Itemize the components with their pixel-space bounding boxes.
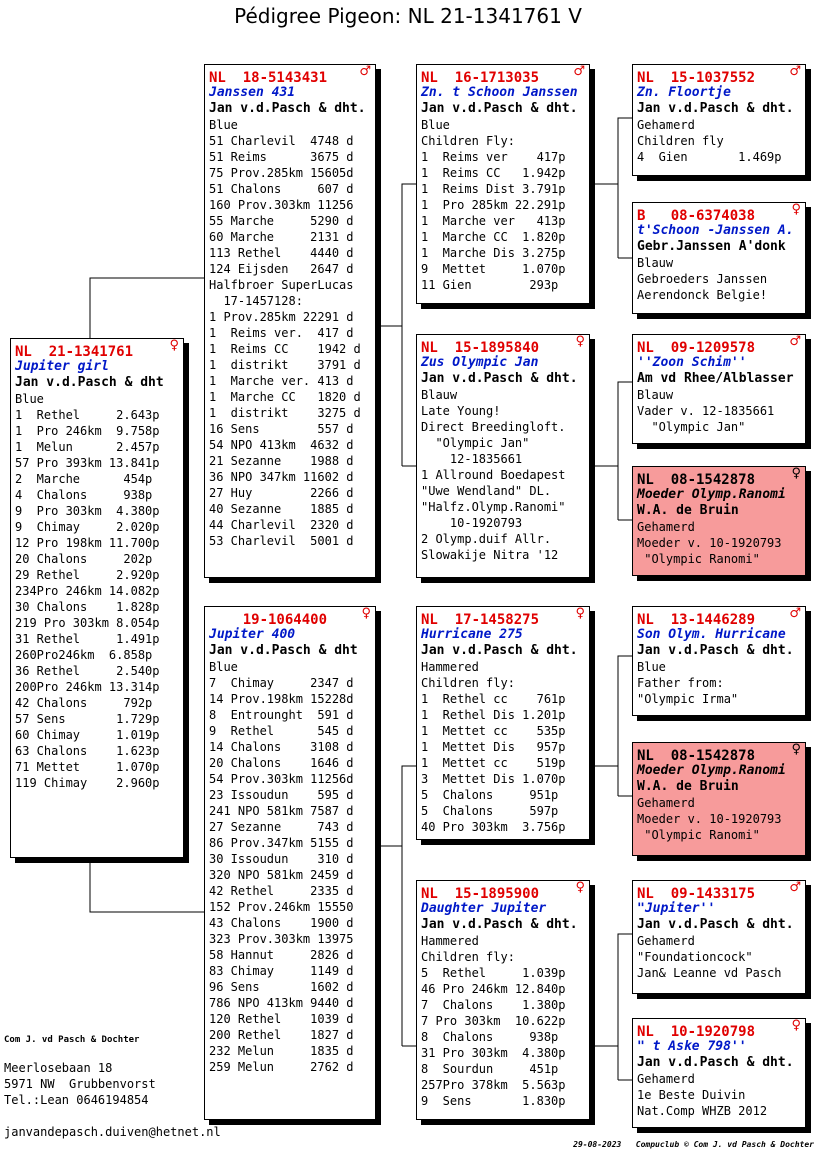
detail-line: 1 Reims ver 417p [421, 150, 566, 164]
detail-line: 57 Pro 393km 13.841p [15, 456, 160, 470]
owner: Jan v.d.Pasch & dht [15, 375, 164, 390]
ancestor-card-mfm [632, 742, 806, 856]
detail-line: 241 NPO 581km 7587 d [209, 804, 354, 818]
details-list [637, 387, 801, 435]
ancestor-card-fmm [632, 466, 806, 576]
detail-line: 5 Chalons 597p [421, 804, 559, 818]
male-icon: ♂ [359, 64, 371, 79]
female-icon: ♀ [791, 466, 801, 481]
pigeon-name: Moeder Olymp.Ranomi [637, 487, 786, 502]
detail-line: Late Young! [421, 404, 501, 418]
father-card [204, 64, 376, 578]
detail-line: 57 Sens 1.729p [15, 712, 160, 726]
subject-pigeon-card [10, 338, 184, 858]
detail-line: Slowakije Nitra '12 [421, 548, 559, 562]
detail-line: 40 Sezanne 1885 d [209, 502, 354, 516]
detail-line: 219 Pro 303km 8.054p [15, 616, 160, 630]
detail-line: Jan& Leanne vd Pasch [637, 966, 782, 980]
male-icon: ♂ [789, 64, 801, 79]
detail-line: Gehamerd [637, 118, 695, 132]
detail-line: 1 distrikt 3275 d [209, 406, 361, 420]
detail-line: 786 NPO 413km 9440 d [209, 996, 354, 1010]
detail-line: Children fly [637, 134, 724, 148]
detail-line: 1 Marche CC 1.820p [421, 230, 566, 244]
detail-line: 20 Chalons 202p [15, 552, 153, 566]
female-icon: ♀ [575, 606, 585, 621]
detail-line: 1 Marche CC 1820 d [209, 390, 361, 404]
ring-number: B 08-6374038 [637, 208, 756, 224]
detail-line: 120 Rethel 1039 d [209, 1012, 354, 1026]
detail-line: 21 Sezanne 1988 d [209, 454, 354, 468]
pigeon-name: "Jupiter'' [637, 901, 716, 916]
detail-line: 1 Mettet Dis 957p [421, 740, 566, 754]
ancestor-card-fff [632, 64, 806, 176]
detail-line: Father from: [637, 676, 724, 690]
detail-line: 36 NPO 347km 11602 d [209, 470, 354, 484]
detail-line: Blue [637, 660, 666, 674]
detail-line: 1 Rethel 2.643p [15, 408, 160, 422]
detail-line: 1 Rethel Dis 1.201p [421, 708, 566, 722]
detail-line: Nat.Comp WHZB 2012 [637, 1104, 768, 1118]
detail-line: 1 Reims Dist 3.791p [421, 182, 566, 196]
detail-line: 1e Beste Duivin [637, 1088, 746, 1102]
female-icon: ♀ [791, 742, 801, 757]
detail-line: 260Pro246km 6.858p [15, 648, 153, 662]
detail-line: 5 Chalons 951p [421, 788, 559, 802]
detail-line: 7 Pro 303km 10.622p [421, 1014, 566, 1028]
detail-line: 75 Prov.285km 15605d [209, 166, 354, 180]
detail-line: "Olympic Ranomi" [637, 828, 760, 842]
detail-line: Blue [209, 660, 238, 674]
female-icon: ♀ [791, 1018, 801, 1033]
details-list [421, 117, 585, 293]
detail-line: 9 Mettet 1.070p [421, 262, 566, 276]
detail-line: 36 Rethel 2.540p [15, 664, 160, 678]
owner: Jan v.d.Pasch & dht. [421, 371, 578, 386]
detail-line: 71 Mettet 1.070p [15, 760, 160, 774]
ring-number: NL 09-1433175 [637, 886, 756, 902]
detail-line: 1 Pro 285km 22.291p [421, 198, 566, 212]
owner: Gebr.Janssen A'donk [637, 239, 786, 254]
detail-line: Blauw [421, 388, 458, 402]
details-list [637, 1071, 801, 1119]
detail-line: 9 Sens 1.830p [421, 1094, 566, 1108]
detail-line: 51 Reims 3675 d [209, 150, 354, 164]
detail-line: 46 Pro 246km 12.840p [421, 982, 566, 996]
female-icon: ♀ [361, 606, 371, 621]
detail-line: 152 Prov.246km 15550 [209, 900, 354, 914]
detail-line: 44 Charlevil 2320 d [209, 518, 354, 532]
ancestor-card-fmf [632, 334, 806, 444]
detail-line: Blauw [637, 256, 674, 270]
detail-line: 53 Charlevil 5001 d [209, 534, 354, 548]
detail-line: Children fly: [421, 676, 515, 690]
ring-number: NL 17-1458275 [421, 612, 540, 628]
detail-line: 4 Gien 1.469p [637, 150, 782, 164]
detail-line: 1 Reims ver. 417 d [209, 326, 354, 340]
detail-line: 63 Chalons 1.623p [15, 744, 160, 758]
page-title: Pédigree Pigeon: NL 21-1341761 V [234, 4, 582, 28]
detail-line: 12 Pro 198km 11.700p [15, 536, 160, 550]
detail-line: 10-1920793 [421, 516, 523, 530]
pigeon-name: Jupiter 400 [209, 627, 296, 642]
detail-line: 1 Pro 246km 9.758p [15, 424, 160, 438]
detail-line: 2 Marche 454p [15, 472, 153, 486]
details-list [637, 519, 801, 567]
ancestor-card-ffm [632, 202, 806, 314]
maternal-grandmother-card [416, 880, 590, 1120]
detail-line: 9 Pro 303km 4.380p [15, 504, 160, 518]
pigeon-name: Hurricane 275 [421, 627, 523, 642]
detail-line: 14 Prov.198km 15228d [209, 692, 354, 706]
detail-line: 232 Melun 1835 d [209, 1044, 354, 1058]
detail-line: 259 Melun 2762 d [209, 1060, 354, 1074]
paternal-grandfather-card [416, 64, 590, 304]
detail-line: 60 Chimay 1.019p [15, 728, 160, 742]
detail-line: Hammered [421, 934, 479, 948]
maternal-grandfather-card [416, 606, 590, 840]
detail-line: Gebroeders Janssen [637, 272, 768, 286]
detail-line: 55 Marche 5290 d [209, 214, 354, 228]
detail-line: 96 Sens 1602 d [209, 980, 354, 994]
detail-line: Aerendonck Belgie! [637, 288, 768, 302]
detail-line: 257Pro 378km 5.563p [421, 1078, 566, 1092]
detail-line: Blue [421, 118, 450, 132]
detail-line: 1 distrikt 3791 d [209, 358, 361, 372]
detail-line: 7 Chimay 2347 d [209, 676, 354, 690]
detail-line: Children Fly: [421, 134, 515, 148]
owner: Am vd Rhee/Alblasser [637, 371, 794, 386]
detail-line: 51 Chalons 607 d [209, 182, 354, 196]
detail-line: 29 Rethel 2.920p [15, 568, 160, 582]
detail-line: 8 Sourdun 451p [421, 1062, 559, 1076]
detail-line: 83 Chimay 1149 d [209, 964, 354, 978]
detail-line: 54 Prov.303km 11256d [209, 772, 354, 786]
detail-line: 12-1835661 [421, 452, 523, 466]
pigeon-name: Moeder Olymp.Ranomi [637, 763, 786, 778]
pigeon-name: Son Olym. Hurricane [637, 627, 786, 642]
ring-number: NL 15-1037552 [637, 70, 756, 86]
pigeon-name: ''Zoon Schim'' [637, 355, 747, 370]
detail-line: 1 Melun 2.457p [15, 440, 160, 454]
owner: W.A. de Bruin [637, 779, 739, 794]
ring-number: 19-1064400 [209, 612, 328, 628]
detail-line: 14 Chalons 3108 d [209, 740, 354, 754]
details-list [637, 117, 801, 165]
detail-line: 323 Prov.303km 13975 [209, 932, 354, 946]
detail-line: Gehamerd [637, 796, 695, 810]
detail-line: 320 NPO 581km 2459 d [209, 868, 354, 882]
detail-line: "Uwe Wendland" DL. [421, 484, 552, 498]
owner: Jan v.d.Pasch & dht. [637, 1055, 794, 1070]
details-list [637, 933, 801, 981]
details-list [637, 659, 801, 707]
detail-line: 16 Sens 557 d [209, 422, 354, 436]
mother-card [204, 606, 376, 1120]
detail-line: 40 Pro 303km 3.756p [421, 820, 566, 834]
female-icon: ♀ [169, 338, 179, 353]
details-list [421, 387, 585, 563]
detail-line: Gehamerd [637, 934, 695, 948]
detail-line: "Olympic Ranomi" [637, 552, 760, 566]
detail-line: "Foundationcock" [637, 950, 753, 964]
detail-line: 7 Chalons 1.380p [421, 998, 566, 1012]
detail-line: 160 Prov.303km 11256 [209, 198, 354, 212]
detail-line: 51 Charlevil 4748 d [209, 134, 354, 148]
detail-line: 31 Pro 303km 4.380p [421, 1046, 566, 1060]
pigeon-name: t'Schoon -Janssen A. [637, 223, 794, 238]
detail-line: "Olympic Irma" [637, 692, 739, 706]
detail-line: 200Pro 246km 13.314p [15, 680, 160, 694]
ring-number: NL 18-5143431 [209, 70, 328, 86]
detail-line: 1 Mettet cc 519p [421, 756, 566, 770]
owner: Jan v.d.Pasch & dht. [637, 101, 794, 116]
detail-line: 17-1457128: [209, 294, 303, 308]
print-date: 29-08-2023 [573, 1140, 622, 1149]
detail-line: 1 Reims CC 1.942p [421, 166, 566, 180]
detail-line: 8 Entrounght 591 d [209, 708, 354, 722]
detail-line: Direct Breedingloft. [421, 420, 566, 434]
ring-number: NL 21-1341761 [15, 344, 134, 360]
detail-line: 42 Rethel 2335 d [209, 884, 354, 898]
detail-line: 27 Huy 2266 d [209, 486, 354, 500]
detail-line: 9 Chimay 2.020p [15, 520, 160, 534]
male-icon: ♂ [789, 334, 801, 349]
detail-line: Vader v. 12-1835661 [637, 404, 775, 418]
ring-number: NL 08-1542878 [637, 472, 756, 488]
ring-number: NL 10-1920798 [637, 1024, 756, 1040]
female-icon: ♀ [575, 880, 585, 895]
detail-line: 30 Issoudun 310 d [209, 852, 354, 866]
detail-line: 1 Prov.285km 22291 d [209, 310, 354, 324]
detail-line: 1 Reims CC 1942 d [209, 342, 361, 356]
detail-line: "Halfz.Olymp.Ranomi" [421, 500, 566, 514]
male-icon: ♂ [789, 880, 801, 895]
detail-line: Hammered [421, 660, 479, 674]
detail-line: 8 Chalons 938p [421, 1030, 559, 1044]
detail-line: Children fly: [421, 950, 515, 964]
owner: W.A. de Bruin [637, 503, 739, 518]
owner: Jan v.d.Pasch & dht [209, 643, 358, 658]
print-footer [573, 1140, 814, 1149]
detail-line: 42 Chalons 792p [15, 696, 153, 710]
male-icon: ♂ [789, 606, 801, 621]
detail-line: 234Pro 246km 14.082p [15, 584, 160, 598]
detail-line: 1 Marche ver 413p [421, 214, 566, 228]
owner: Jan v.d.Pasch & dht. [421, 101, 578, 116]
detail-line: 1 Rethel cc 761p [421, 692, 566, 706]
detail-line: Moeder v. 10-1920793 [637, 812, 782, 826]
details-list [421, 933, 585, 1109]
detail-line: Blue [15, 392, 44, 406]
ring-number: NL 13-1446289 [637, 612, 756, 628]
detail-line: 1 Mettet cc 535p [421, 724, 566, 738]
pigeon-name: Zus Olympic Jan [421, 355, 539, 370]
detail-line: Blue [209, 118, 238, 132]
detail-line: 200 Rethel 1827 d [209, 1028, 354, 1042]
pigeon-name: Zn. t Schoon Janssen [421, 85, 578, 100]
pigeon-name: " t Aske 798'' [637, 1039, 747, 1054]
pigeon-name: Janssen 431 [209, 85, 296, 100]
paternal-grandmother-card [416, 334, 590, 578]
breeder-email: janvandepasch.duiven@hetnet.nl [4, 1125, 221, 1139]
detail-line: "Olympic Jan" [421, 436, 530, 450]
detail-line: 5 Rethel 1.039p [421, 966, 566, 980]
details-list [421, 659, 585, 835]
software-credit: Compuclub © Com J. vd Pasch & Dochter [635, 1140, 814, 1149]
detail-line: Moeder v. 10-1920793 [637, 536, 782, 550]
owner: Jan v.d.Pasch & dht. [209, 101, 366, 116]
owner: Jan v.d.Pasch & dht. [421, 643, 578, 658]
detail-line: 86 Prov.347km 5155 d [209, 836, 354, 850]
detail-line: 124 Eijsden 2647 d [209, 262, 354, 276]
ancestor-card-mff [632, 606, 806, 716]
detail-line: 1 Marche ver. 413 d [209, 374, 354, 388]
ancestor-card-mmm [632, 1018, 806, 1128]
details-list [15, 391, 179, 791]
detail-line: 1 Allround Boedapest [421, 468, 566, 482]
detail-line: Gehamerd [637, 520, 695, 534]
breeder-name: Com J. vd Pasch & Dochter [4, 1035, 140, 1045]
owner: Jan v.d.Pasch & dht. [637, 917, 794, 932]
detail-line: 54 NPO 413km 4632 d [209, 438, 354, 452]
detail-line: 4 Chalons 938p [15, 488, 153, 502]
detail-line: "Olympic Jan" [637, 420, 746, 434]
pigeon-name: Zn. Floortje [637, 85, 731, 100]
details-list [209, 117, 371, 549]
owner: Jan v.d.Pasch & dht. [421, 917, 578, 932]
ring-number: NL 08-1542878 [637, 748, 756, 764]
detail-line: 9 Rethel 545 d [209, 724, 354, 738]
detail-line: Blauw [637, 388, 674, 402]
detail-line: 3 Mettet Dis 1.070p [421, 772, 566, 786]
detail-line: 31 Rethel 1.491p [15, 632, 160, 646]
female-icon: ♀ [575, 334, 585, 349]
detail-line: 119 Chimay 2.960p [15, 776, 160, 790]
male-icon: ♂ [573, 64, 585, 79]
detail-line: 43 Chalons 1900 d [209, 916, 354, 930]
female-icon: ♀ [791, 202, 801, 217]
detail-line: 58 Hannut 2826 d [209, 948, 354, 962]
detail-line: 23 Issoudun 595 d [209, 788, 354, 802]
detail-line: 30 Chalons 1.828p [15, 600, 160, 614]
detail-line: 60 Marche 2131 d [209, 230, 354, 244]
ring-number: NL 09-1209578 [637, 340, 756, 356]
detail-line: 11 Gien 293p [421, 278, 559, 292]
breeder-address: Meerlosebaan 18 5971 NW Grubbenvorst Tel.:Lean 0646194854 [4, 1061, 156, 1107]
detail-line: 27 Sezanne 743 d [209, 820, 354, 834]
ring-number: NL 15-1895840 [421, 340, 540, 356]
pigeon-name: Jupiter girl [15, 359, 109, 374]
detail-line: Halfbroer SuperLucas [209, 278, 354, 292]
detail-line: 2 Olymp.duif Allr. [421, 532, 552, 546]
detail-line: 1 Marche Dis 3.275p [421, 246, 566, 260]
pigeon-name: Daughter Jupiter [421, 901, 547, 916]
detail-line: Gehamerd [637, 1072, 695, 1086]
ancestor-card-mmf [632, 880, 806, 994]
details-list [637, 255, 801, 303]
ring-number: NL 16-1713035 [421, 70, 540, 86]
owner: Jan v.d.Pasch & dht. [637, 643, 794, 658]
detail-line: 113 Rethel 4440 d [209, 246, 354, 260]
ring-number: NL 15-1895900 [421, 886, 540, 902]
detail-line: 20 Chalons 1646 d [209, 756, 354, 770]
details-list [637, 795, 801, 843]
details-list [209, 659, 371, 1075]
